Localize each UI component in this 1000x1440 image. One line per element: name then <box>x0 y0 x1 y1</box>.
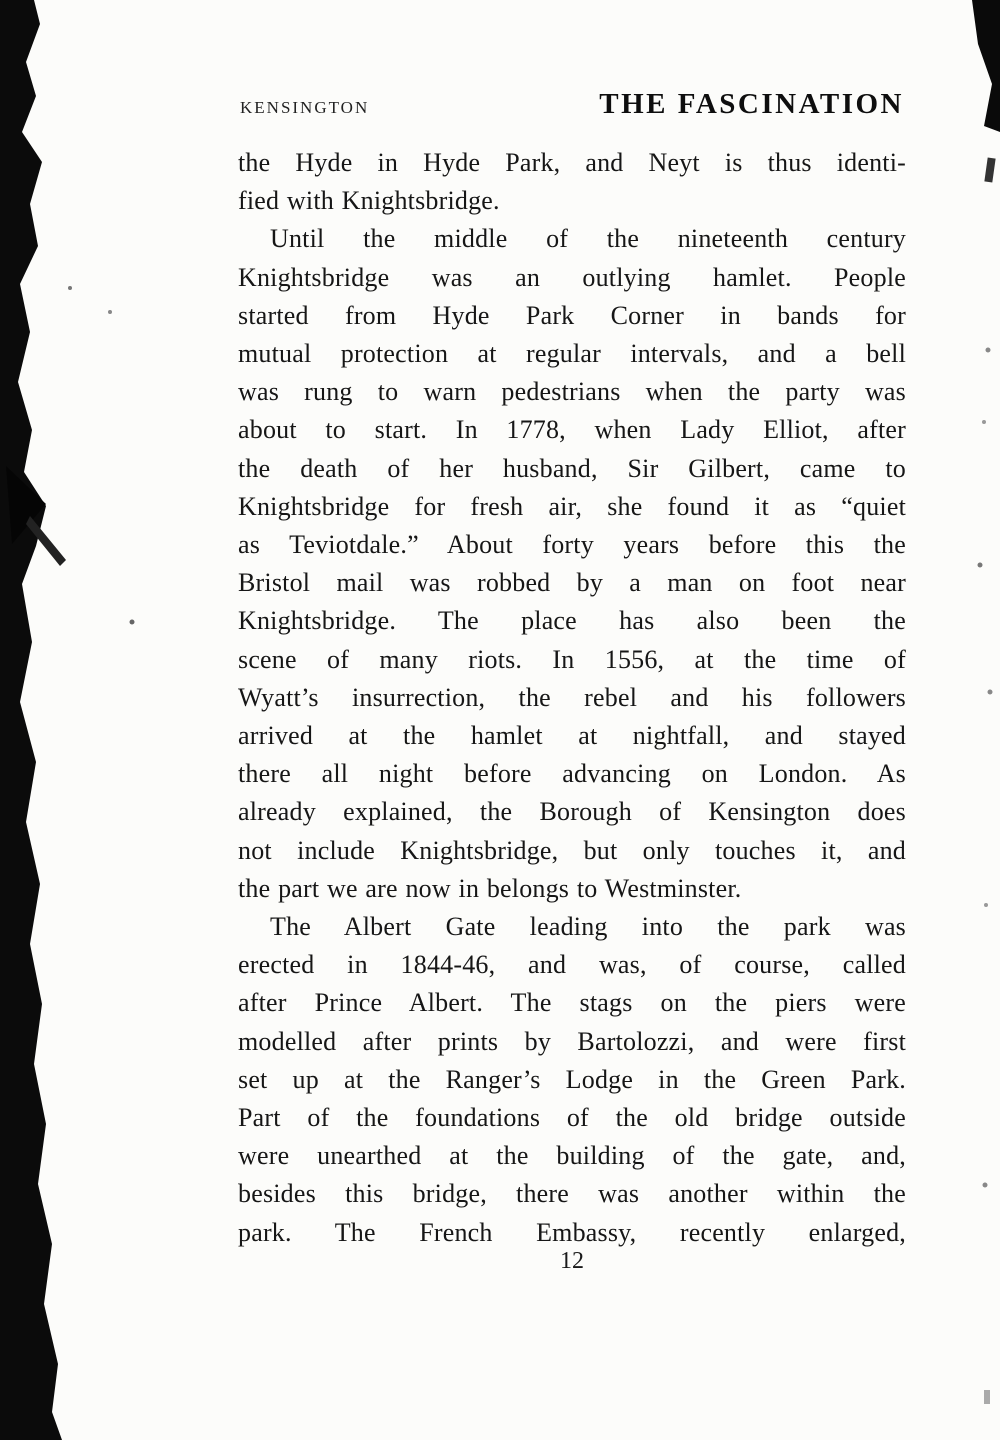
text-line: Knightsbridge for fresh air, she found it as “quiet <box>238 491 906 521</box>
text-line: after Prince Albert. The stags on the piers were <box>238 988 906 1018</box>
text-line: was rung to warn pedestrians when the party was <box>238 377 906 407</box>
text-line: set up at the Ranger’s Lodge in the Green Park. <box>238 1064 906 1094</box>
text-line: modelled after prints by Bartolozzi, and were first <box>238 1026 906 1056</box>
text-line: there all night before advancing on London. As <box>238 759 906 789</box>
text-line: the death of her husband, Sir Gilbert, came to <box>238 453 906 483</box>
body-text <box>238 144 906 1252</box>
text-line: Until the middle of the nineteenth century <box>270 224 906 254</box>
page-title: THE FASCINATION <box>599 88 904 120</box>
text-line: Part of the foundations of the old bridge outside <box>238 1103 906 1133</box>
text-line: The Albert Gate leading into the park was <box>270 912 906 942</box>
text-line: park. The French Embassy, recently enlarged, <box>238 1217 906 1247</box>
text-line: already explained, the Borough of Kensington does <box>238 797 906 827</box>
text-line: were unearthed at the building of the gate, and, <box>238 1141 906 1171</box>
page-header <box>240 88 904 121</box>
text-line: the Hyde in Hyde Park, and Neyt is thus identi- <box>238 148 906 177</box>
text-line: Bristol mail was robbed by a man on foot near <box>238 568 906 598</box>
text-line: not include Knightsbridge, but only touches it, and <box>238 835 906 865</box>
text-line: started from Hyde Park Corner in bands for <box>238 300 906 330</box>
text-line: as Teviotdale.” About forty years before this the <box>238 530 906 560</box>
page-number: 12 <box>560 1248 584 1274</box>
text-line: fied with Knightsbridge. <box>238 186 500 216</box>
text-line: scene of many riots. In 1556, at the time of <box>238 644 906 674</box>
text-line: about to start. In 1778, when Lady Elliot, after <box>238 415 906 445</box>
text-line: besides this bridge, there was another within the <box>238 1179 906 1209</box>
text-line: erected in 1844-46, and was, of course, called <box>238 950 906 980</box>
text-line: Knightsbridge. The place has also been the <box>238 606 906 636</box>
text-line: mutual protection at regular intervals, and a bell <box>238 339 906 369</box>
text-line: Knightsbridge was an outlying hamlet. People <box>238 262 906 292</box>
text-line: arrived at the hamlet at nightfall, and stayed <box>238 721 906 751</box>
text-line: the part we are now in belongs to Westminster. <box>238 873 742 903</box>
running-head-kensington: KENSINGTON <box>240 98 370 117</box>
text-line: Wyatt’s insurrection, the rebel and his followers <box>238 682 906 712</box>
